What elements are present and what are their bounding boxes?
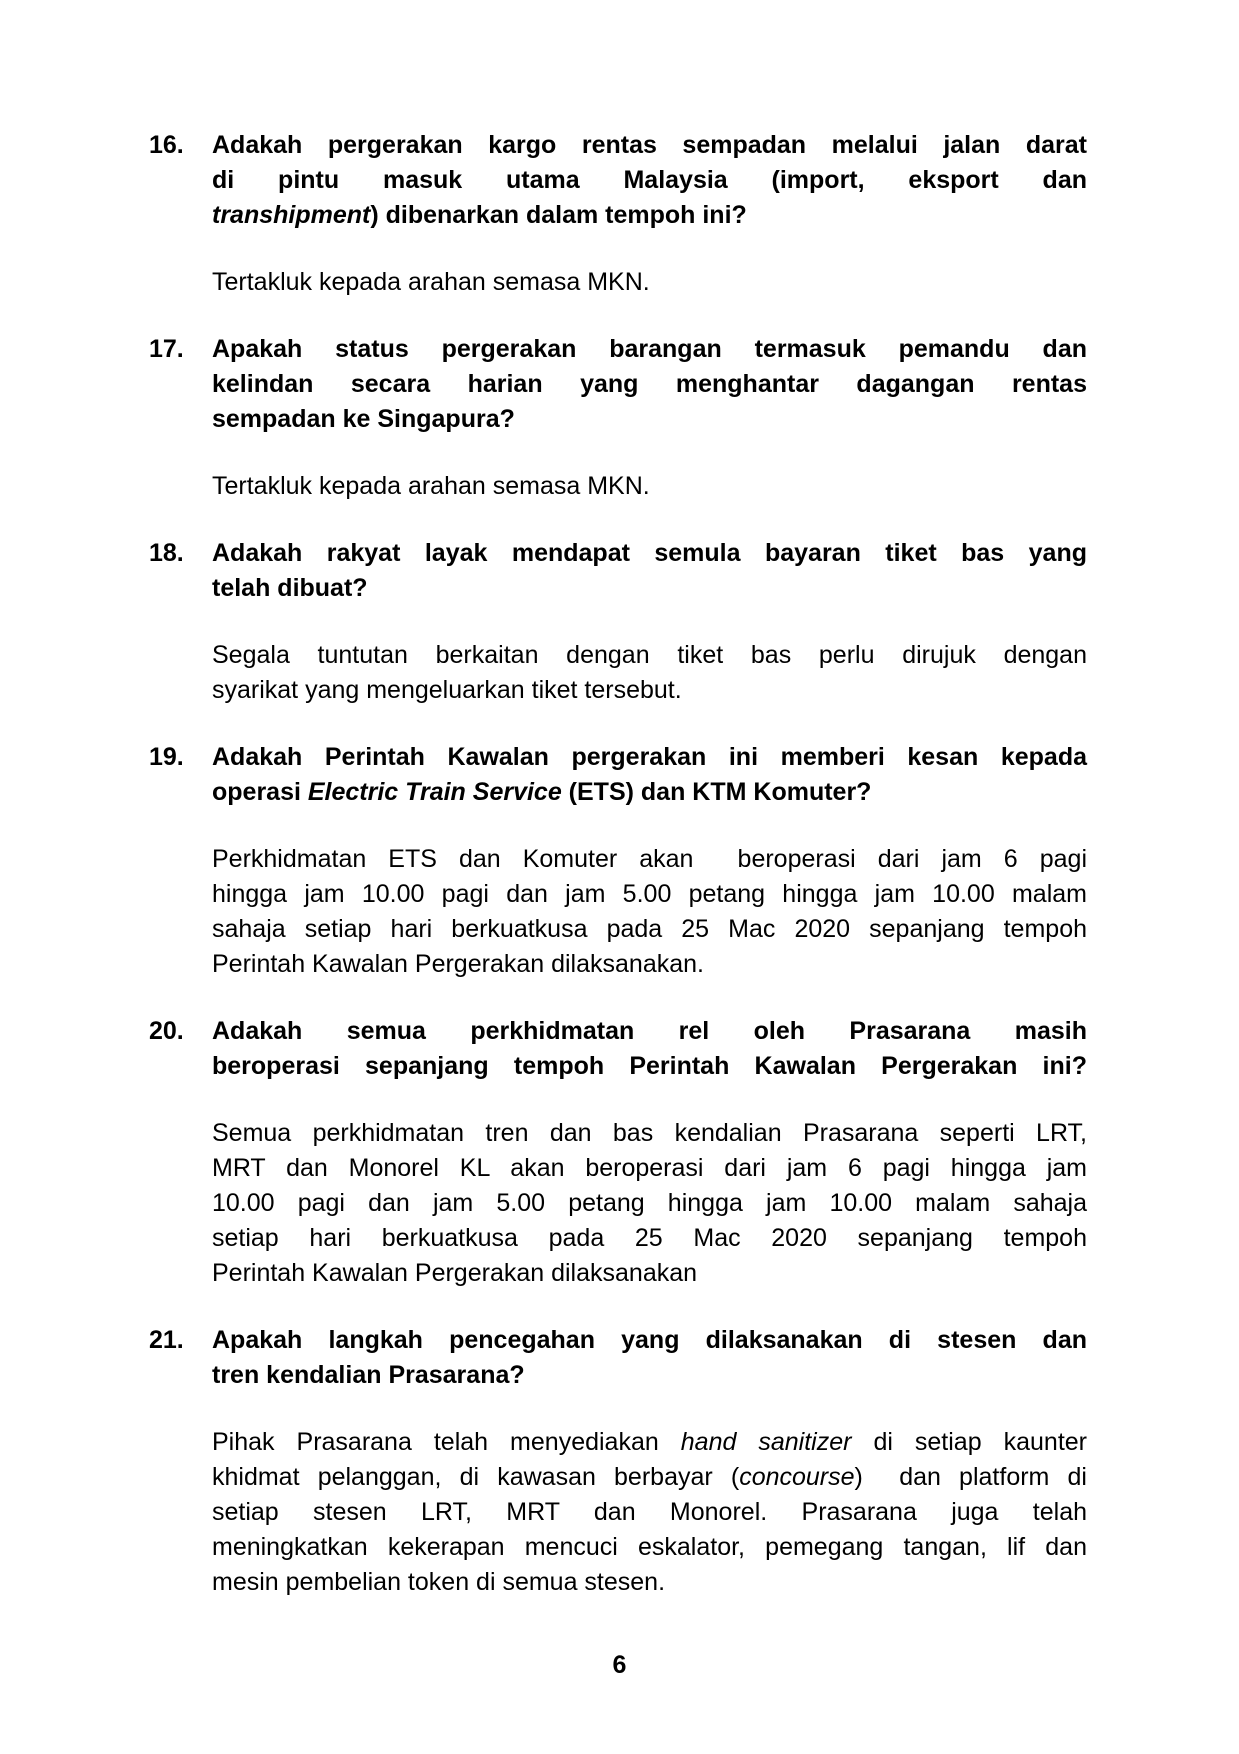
text-segment: setiap stesen LRT, MRT dan Monorel. Prasarana juga telah — [212, 1498, 1087, 1526]
question-text — [212, 536, 1087, 606]
question-number: 17. — [149, 335, 184, 363]
question-line — [212, 1014, 1087, 1049]
question-line — [212, 163, 1087, 198]
answer-block — [149, 638, 1087, 708]
text-segment: Adakah semua perkhidmatan rel oleh Prasarana masih — [212, 1017, 1087, 1045]
answer-text — [212, 1425, 1087, 1600]
text-segment: setiap hari berkuatkusa pada 25 Mac 2020 sepanjang tempoh — [212, 1224, 1087, 1252]
question-number: 21. — [149, 1326, 184, 1354]
answer-line — [212, 1116, 1087, 1151]
answer-line — [212, 673, 1087, 708]
answer-line — [212, 912, 1087, 947]
text-segment: ) dibenarkan dalam tempoh ini? — [370, 201, 747, 229]
text-segment: operasi — [212, 778, 308, 806]
answer-line — [212, 1186, 1087, 1221]
text-segment: syarikat yang mengeluarkan tiket tersebut. — [212, 676, 682, 704]
question-line — [212, 367, 1087, 402]
answer-text — [212, 638, 1087, 708]
text-segment: kelindan secara harian yang menghantar dagangan rentas — [212, 370, 1087, 398]
answer-line — [212, 1460, 1087, 1495]
faq-list — [149, 128, 1087, 1600]
text-segment: khidmat pelanggan, di kawasan berbayar ( — [212, 1463, 740, 1491]
text-segment: meningkatkan kekerapan mencuci eskalator, pemegang tangan, lif dan — [212, 1533, 1087, 1561]
answer-line — [212, 1495, 1087, 1530]
text-segment: (ETS) dan KTM Komuter? — [561, 778, 872, 806]
question-text — [212, 332, 1087, 437]
answer-line — [212, 1565, 1087, 1600]
text-segment: Adakah rakyat layak mendapat semula bayaran tiket bas yang — [212, 539, 1087, 567]
text-segment: beroperasi sepanjang tempoh Perintah Kawalan Pergerakan ini? — [212, 1052, 1087, 1080]
answer-line — [212, 947, 1087, 982]
question-number: 16. — [149, 131, 184, 159]
question-line — [212, 402, 1087, 437]
page-number: 6 — [612, 1651, 627, 1679]
answer-line — [212, 638, 1087, 673]
question-number: 18. — [149, 539, 184, 567]
text-segment: telah dibuat? — [212, 574, 368, 602]
question-block — [149, 1323, 1087, 1393]
text-segment: MRT dan Monorel KL akan beroperasi dari jam 6 pagi hingga jam — [212, 1154, 1087, 1182]
page-footer — [0, 1648, 1239, 1683]
text-segment: Perintah Kawalan Pergerakan dilaksanakan — [212, 1259, 698, 1287]
answer-line — [212, 265, 1087, 300]
text-segment: sahaja setiap hari berkuatkusa pada 25 Mac 2020 sepanjang tempoh — [212, 915, 1087, 943]
text-segment: Apakah langkah pencegahan yang dilaksanakan di stesen dan — [212, 1326, 1087, 1354]
text-segment: Pihak Prasarana telah menyediakan — [212, 1428, 681, 1456]
answer-block — [149, 842, 1087, 982]
text-segment: Segala tuntutan berkaitan dengan tiket bas perlu dirujuk dengan — [212, 641, 1087, 669]
faq-item — [149, 1014, 1087, 1291]
text-segment: Perkhidmatan ETS dan Komuter akan beroperasi dari jam 6 pagi — [212, 845, 1087, 873]
answer-line — [212, 1425, 1087, 1460]
text-segment: hand sanitizer — [680, 1428, 852, 1456]
question-text — [212, 128, 1087, 233]
question-text — [212, 1014, 1087, 1084]
text-segment: Perintah Kawalan Pergerakan dilaksanakan. — [212, 950, 704, 978]
answer-text — [212, 469, 1087, 504]
answer-text — [212, 265, 1087, 300]
text-segment: sempadan ke Singapura? — [212, 405, 515, 433]
question-line — [212, 1323, 1087, 1358]
text-segment: Apakah status pergerakan barangan termasuk pemandu dan — [212, 335, 1087, 363]
text-segment: tren kendalian Prasarana? — [212, 1361, 525, 1389]
answer-line — [212, 842, 1087, 877]
answer-line — [212, 1256, 1087, 1291]
answer-block — [149, 1116, 1087, 1291]
question-text — [212, 740, 1087, 810]
faq-item — [149, 332, 1087, 504]
question-line — [212, 198, 1087, 233]
text-segment: 10.00 pagi dan jam 5.00 petang hingga jam 10.00 malam sahaja — [212, 1189, 1087, 1217]
question-block — [149, 740, 1087, 810]
answer-block — [149, 1425, 1087, 1600]
answer-block — [149, 265, 1087, 300]
answer-text — [212, 1116, 1087, 1291]
text-segment: di setiap kaunter — [851, 1428, 1087, 1456]
faq-item — [149, 128, 1087, 300]
text-segment: Tertakluk kepada arahan semasa MKN. — [212, 268, 650, 296]
text-segment: transhipment — [212, 201, 371, 229]
answer-text — [212, 842, 1087, 982]
answer-line — [212, 1530, 1087, 1565]
question-block — [149, 128, 1087, 233]
faq-item — [149, 740, 1087, 982]
answer-line — [212, 1151, 1087, 1186]
question-line — [212, 1049, 1087, 1084]
question-number: 19. — [149, 743, 184, 771]
faq-item — [149, 536, 1087, 708]
text-segment: Adakah pergerakan kargo rentas sempadan melalui jalan darat — [212, 131, 1087, 159]
question-block — [149, 536, 1087, 606]
text-segment: di pintu masuk utama Malaysia (import, eksport dan — [212, 166, 1087, 194]
faq-item — [149, 1323, 1087, 1600]
question-line — [212, 740, 1087, 775]
answer-line — [212, 469, 1087, 504]
answer-line — [212, 1221, 1087, 1256]
question-line — [212, 332, 1087, 367]
question-text — [212, 1323, 1087, 1393]
question-block — [149, 1014, 1087, 1084]
text-segment: concourse — [739, 1463, 855, 1491]
text-segment: Electric Train Service — [307, 778, 562, 806]
question-line — [212, 571, 1087, 606]
answer-block — [149, 469, 1087, 504]
question-line — [212, 128, 1087, 163]
question-line — [212, 1358, 1087, 1393]
text-segment: hingga jam 10.00 pagi dan jam 5.00 petang hingga jam 10.00 malam — [212, 880, 1087, 908]
question-line — [212, 536, 1087, 571]
question-number: 20. — [149, 1017, 184, 1045]
question-line — [212, 775, 1087, 810]
answer-line — [212, 877, 1087, 912]
text-segment: ) dan platform di — [854, 1463, 1087, 1491]
text-segment: Adakah Perintah Kawalan pergerakan ini memberi kesan kepada — [212, 743, 1087, 771]
question-block — [149, 332, 1087, 437]
text-segment: Tertakluk kepada arahan semasa MKN. — [212, 472, 650, 500]
text-segment: mesin pembelian token di semua stesen. — [212, 1568, 666, 1596]
text-segment: Semua perkhidmatan tren dan bas kendalian Prasarana seperti LRT, — [212, 1119, 1087, 1147]
